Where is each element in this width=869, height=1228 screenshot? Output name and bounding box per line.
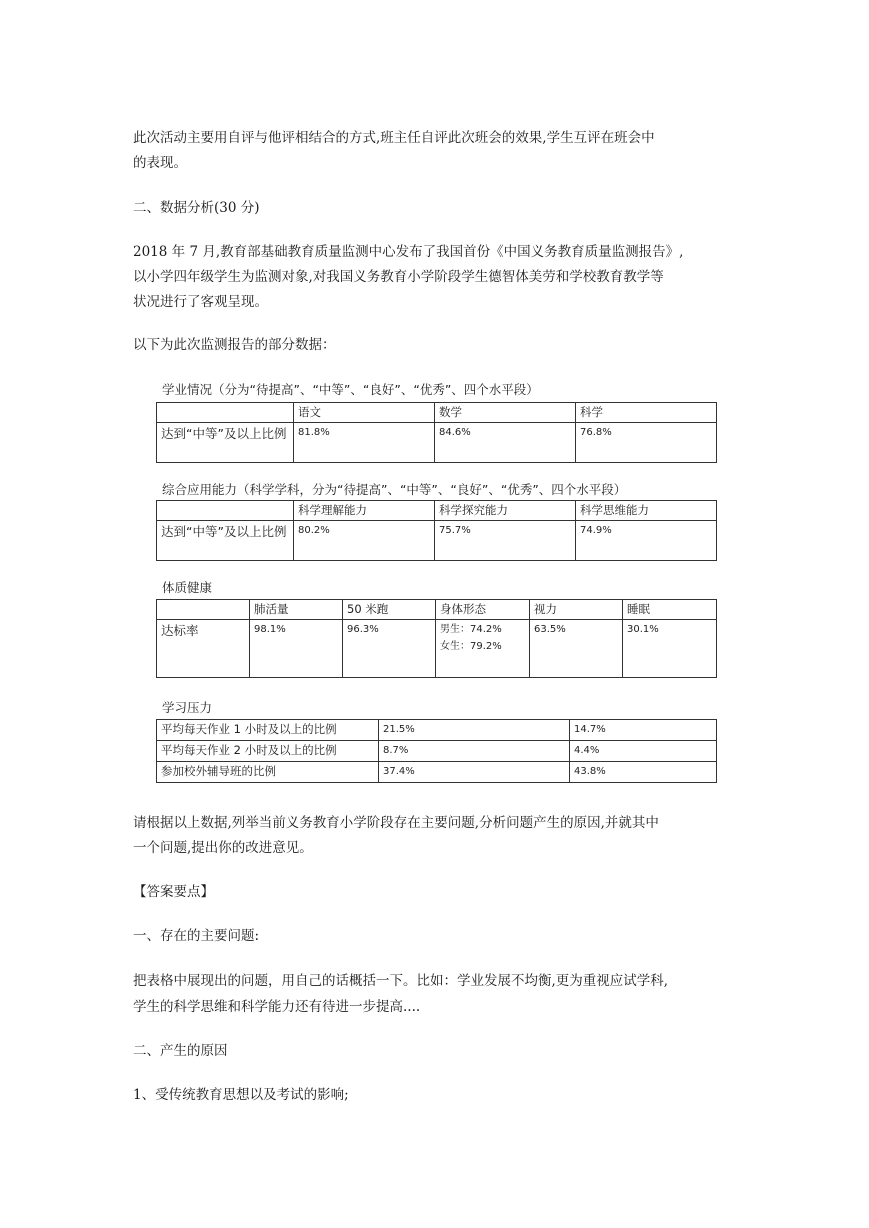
value-cell: 63.5% [530,620,623,678]
header-cell: 科学理解能力 [294,501,435,521]
pressure-title: 学习压力 [162,700,213,715]
paragraph-line: 一个问题,提出你的改进意见。 [133,840,313,856]
value-cell: 8.7% [379,741,570,762]
applied-table [156,500,717,561]
list-item: 1、受传统教育思想以及考试的影响; [133,1087,349,1103]
pressure-table [156,719,717,783]
value-cell: 81.8% [294,423,435,463]
value-cell: 74.9% [576,521,717,561]
value-cell: 37.4% [379,762,570,783]
row-label: 平均每天作业 1 小时及以上的比例 [157,720,379,741]
value-cell: 98.1% [250,620,343,678]
value-cell: 84.6% [435,423,576,463]
row-label: 达标率 [157,620,250,678]
health-table [156,599,717,678]
paragraph-line: 学生的科学思维和科学能力还有待进一步提高.... [133,999,421,1015]
header-cell: 语文 [294,403,435,423]
header-cell: 科学探究能力 [435,501,576,521]
row-label: 参加校外辅导班的比例 [157,762,379,783]
header-cell: 50 米跑 [343,600,436,620]
female-value: 女生：79.2% [440,641,502,652]
health-title: 体质健康 [162,580,213,595]
header-cell [157,403,294,423]
paragraph-line: 以小学四年级学生为监测对象,对我国义务教育小学阶段学生德智体美劳和学校教育教学等 [133,269,664,285]
paragraph-line: 请根据以上数据,列举当前义务教育小学阶段存在主要问题,分析问题产生的原因,并就其中 [133,815,659,831]
value-cell [436,620,530,678]
header-cell [157,501,294,521]
header-cell: 数学 [435,403,576,423]
row-label: 达到“中等”及以上比例 [157,423,294,463]
header-cell: 睡眠 [623,600,717,620]
header-cell [157,600,250,620]
paragraph-line: 此次活动主要用自评与他评相结合的方式,班主任自评此次班会的效果,学生互评在班会中 [133,130,655,146]
paragraph-line: 以下为此次监测报告的部分数据： [133,337,336,353]
value-cell: 4.4% [570,741,717,762]
paragraph-line: 的表现。 [133,155,187,171]
answer-heading: 【答案要点】 [133,884,214,900]
value-cell: 76.8% [576,423,717,463]
male-value: 男生：74.2% [440,624,502,635]
academic-title: 学业情况（分为“待提高”、“中等”、“良好”、“优秀”、四个水平段） [162,382,539,397]
value-cell: 80.2% [294,521,435,561]
section-heading: 二、数据分析(30 分) [133,200,260,216]
paragraph-line: 把表格中展现出的问题，用自己的话概括一下。比如：学业发展不均衡,更为重视应试学科, [133,973,669,989]
paragraph-line: 状况进行了客观呈现。 [133,294,268,310]
section-heading: 二、产生的原因 [133,1043,228,1059]
value-cell: 75.7% [435,521,576,561]
header-cell: 科学 [576,403,717,423]
row-label: 平均每天作业 2 小时及以上的比例 [157,741,379,762]
value-cell: 30.1% [623,620,717,678]
report-data-tables [148,378,728,790]
header-cell: 视力 [530,600,623,620]
value-cell: 43.8% [570,762,717,783]
value-cell: 96.3% [343,620,436,678]
value-cell: 14.7% [570,720,717,741]
paragraph-line: 2018 年 7 月,教育部基础教育质量监测中心发布了我国首份《中国义务教育质量监测报告》, [133,244,684,260]
applied-title: 综合应用能力（科学学科，分为“待提高”、“中等”、“良好”、“优秀”、四个水平段） [162,482,627,497]
header-cell: 科学思维能力 [576,501,717,521]
academic-table [156,402,717,463]
header-cell: 肺活量 [250,600,343,620]
row-label: 达到“中等”及以上比例 [157,521,294,561]
value-cell: 21.5% [379,720,570,741]
section-heading: 一、存在的主要问题: [133,928,260,944]
header-cell: 身体形态 [436,600,530,620]
